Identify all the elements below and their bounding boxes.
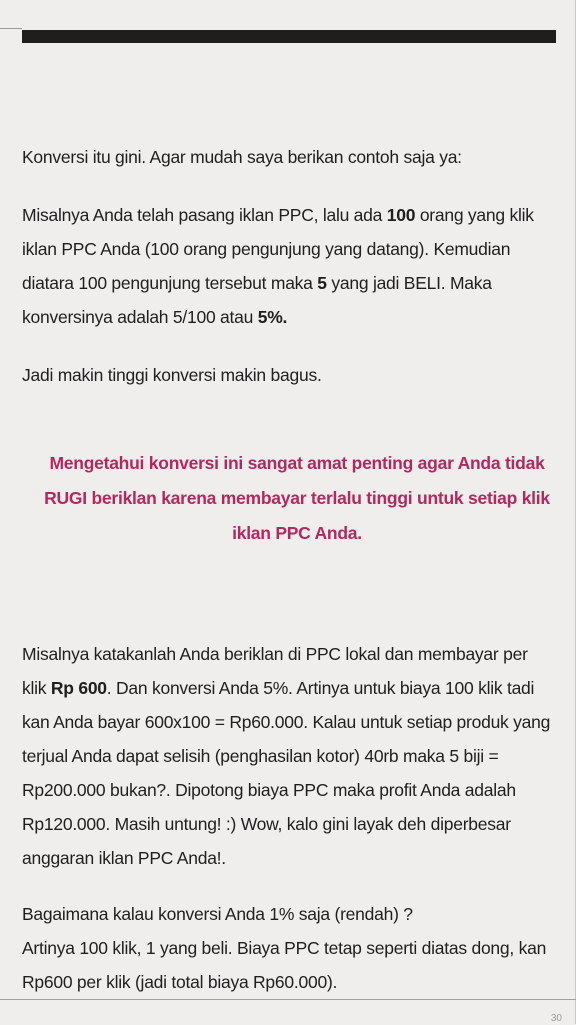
low-conversion-paragraph bbox=[22, 897, 556, 999]
example-text-3: yang jadi BELI. Maka konversinya adalah 5/100 atau bbox=[22, 273, 492, 327]
cost-text-1: Misalnya katakanlah Anda beriklan di PPC lokal dan membayar per klik bbox=[22, 644, 528, 698]
page-number: 30 bbox=[550, 1013, 562, 1024]
low-conversion-question: Bagaimana kalau konversi Anda 1% saja (rendah) ? bbox=[22, 904, 413, 924]
low-conversion-explanation: Artinya 100 klik, 1 yang beli. Biaya PPC tetap seperti diatas dong, kan Rp600 per klik (jadi total biaya Rp60.000). bbox=[22, 938, 547, 992]
page-content bbox=[22, 140, 556, 999]
conclusion-paragraph: Jadi makin tinggi konversi makin bagus. bbox=[22, 365, 322, 385]
cost-example-paragraph bbox=[22, 637, 556, 875]
example-text-2: orang yang klik iklan PPC Anda (100 orang pengunjung yang datang). Kemudian diatara 100 pengunjung tersebut maka bbox=[22, 205, 534, 293]
cost-bold-price: Rp 600 bbox=[50, 678, 107, 698]
example-text-1: Misalnya Anda telah pasang iklan PPC, lalu ada bbox=[22, 205, 387, 225]
example-bold-visitors: 100 bbox=[386, 205, 416, 225]
cost-text-2: . Dan konversi Anda 5%. Artinya untuk biaya 100 klik tadi kan Anda bayar 600x100 = Rp60.000. Kalau untuk setiap produk yang terjual Anda dapat selisih (penghasilan kotor) 40rb maka 5 biji = Rp200.000 bukan?. Dipotong biaya PPC maka profit Anda adalah Rp120.000. Masih untung! :) Wow, kalo gini layak deh diperbesar anggaran iklan PPC Anda!. bbox=[22, 678, 551, 868]
example-bold-rate: 5%. bbox=[257, 307, 288, 327]
top-left-rule bbox=[0, 28, 22, 29]
intro-paragraph: Konversi itu gini. Agar mudah saya berikan contoh saja ya: bbox=[22, 147, 462, 167]
footer-rule bbox=[0, 999, 576, 1000]
example-paragraph bbox=[22, 198, 556, 334]
highlight-callout: Mengetahui konversi ini sangat amat penting agar Anda tidak RUGI beriklan karena membayar terlalu tinggi untuk setiap klik iklan PPC Anda. bbox=[44, 453, 550, 543]
example-bold-buyers: 5 bbox=[317, 273, 327, 293]
header-bar bbox=[22, 30, 556, 43]
